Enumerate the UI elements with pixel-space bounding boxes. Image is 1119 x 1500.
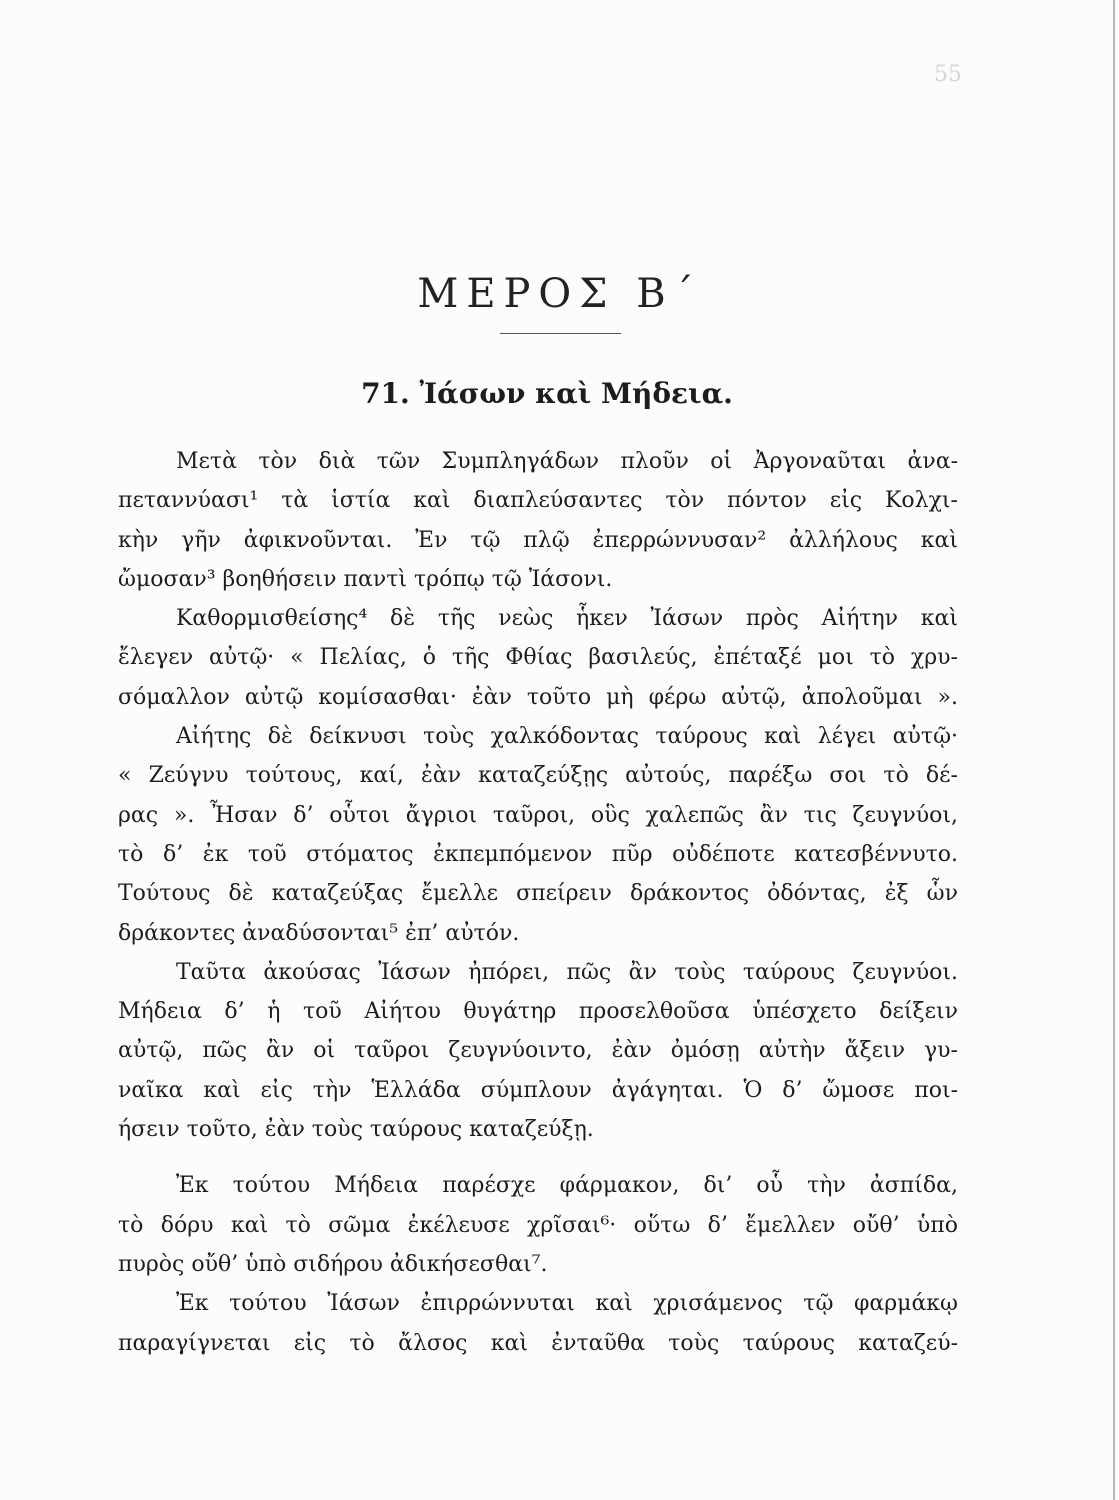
- text-line: πυρὸς οὔθ’ ὑπὸ σιδήρου ἀδικήσεσθαι⁷.: [118, 1251, 548, 1277]
- text-line: Ταῦτα ἀκούσας Ἰάσων ἠπόρει, πῶς ἂν τοὺς ταύρους ζευγνύοι.: [176, 959, 958, 985]
- text-line: ρας ». Ἦσαν δ’ οὗτοι ἄγριοι ταῦροι, οὓς χαλεπῶς ἂν τις ζευγνύοι,: [118, 802, 958, 828]
- text-line: αὐτῷ, πῶς ἂν οἱ ταῦροι ζευγνύοιντο, ἐὰν ὀμόσῃ αὐτὴν ἄξειν γυ-: [118, 1038, 958, 1064]
- chapter-title: 71. Ἰάσων καὶ Μήδεια.: [361, 377, 733, 410]
- text-line: τὸ δόρυ καὶ τὸ σῶμα ἐκέλευσε χρῖσαι⁶· οὕτω δ’ ἔμελλεν οὔθ’ ὑπὸ: [118, 1212, 958, 1238]
- text-line: Μήδεια δ’ ἡ τοῦ Αἰήτου θυγάτηρ προσελθοῦσα ὑπέσχετο δείξειν: [118, 999, 958, 1025]
- text-line: Ἐκ τούτου Μήδεια παρέσχε φάρμακον, δι’ οὗ τὴν ἀσπίδα,: [176, 1173, 958, 1199]
- text-line: τὸ δ’ ἐκ τοῦ στόματος ἐκπεμπόμενον πῦρ οὐδέποτε κατεσβέννυτο.: [118, 841, 958, 867]
- text-line: Μετὰ τὸν διὰ τῶν Συμπληγάδων πλοῦν οἱ Ἀργοναῦται ἀνα-: [176, 449, 958, 474]
- page-number: 55: [934, 62, 962, 87]
- text-line: « Ζεύγνυ τούτους, καί, ἐὰν καταζεύξῃς αὐτούς, παρέξω σοι τὸ δέ-: [118, 763, 958, 789]
- text-line: Ἐκ τούτου Ἰάσων ἐπιρρώννυται καὶ χρισάμενος τῷ φαρμάκῳ: [176, 1291, 958, 1317]
- text-line: παραγίγνεται εἰς τὸ ἄλσος καὶ ἐνταῦθα τοὺς ταύρους καταζεύ-: [118, 1330, 958, 1356]
- body-text: [118, 442, 958, 1363]
- text-line: ὤμοσαν³ βοηθήσειν παντὶ τρόπῳ τῷ Ἰάσονι.: [118, 566, 613, 592]
- text-line: ήσειν τοῦτο, ἐὰν τοὺς ταύρους καταζεύξῃ.: [118, 1117, 594, 1143]
- text-line: Καθορμισθείσης⁴ δὲ τῆς νεὼς ἧκεν Ἰάσων πρὸς Αἰήτην καὶ: [176, 606, 958, 632]
- text-line: δράκοντες ἀναδύσονται⁵ ἐπ’ αὐτόν.: [118, 920, 520, 946]
- paragraph: [118, 442, 958, 599]
- text-line: Τούτους δὲ καταζεύξας ἔμελλε σπείρειν δράκοντος ὀδόντας, ἐξ ὧν: [118, 881, 958, 907]
- paragraph: [118, 1166, 958, 1284]
- title-rule: [500, 333, 621, 334]
- paragraph: [118, 599, 958, 717]
- paragraph: [118, 1284, 958, 1363]
- text-line: σόμαλλον αὐτῷ κομίσασθαι· ἐὰν τοῦτο μὴ φέρω αὐτῷ, ἀπολοῦμαι ».: [118, 684, 958, 710]
- text-line: κὴν γῆν ἀφικνοῦνται. Ἐν τῷ πλῷ ἐπερρώννυσαν² ἀλλήλους καὶ: [118, 527, 958, 553]
- paragraph: [118, 717, 958, 953]
- part-title: ΜΕΡΟΣ Β΄: [417, 271, 702, 317]
- page-edge: [1113, 0, 1115, 1500]
- text-line: Αἰήτης δὲ δείκνυσι τοὺς χαλκόδοντας ταύρους καὶ λέγει αὐτῷ·: [176, 724, 958, 750]
- paragraph: [118, 953, 958, 1149]
- text-line: πεταννύασι¹ τὰ ἱστία καὶ διαπλεύσαντες τὸν πόντον εἰς Κολχι-: [118, 488, 958, 514]
- text-line: ναῖκα καὶ εἰς τὴν Ἑλλάδα σύμπλουν ἀγάγηται. Ὁ δ’ ὤμοσε ποι-: [118, 1077, 958, 1103]
- text-line: ἔλεγεν αὐτῷ· « Πελίας, ὁ τῆς Φθίας βασιλεύς, ἐπέταξέ μοι τὸ χρυ-: [118, 645, 958, 671]
